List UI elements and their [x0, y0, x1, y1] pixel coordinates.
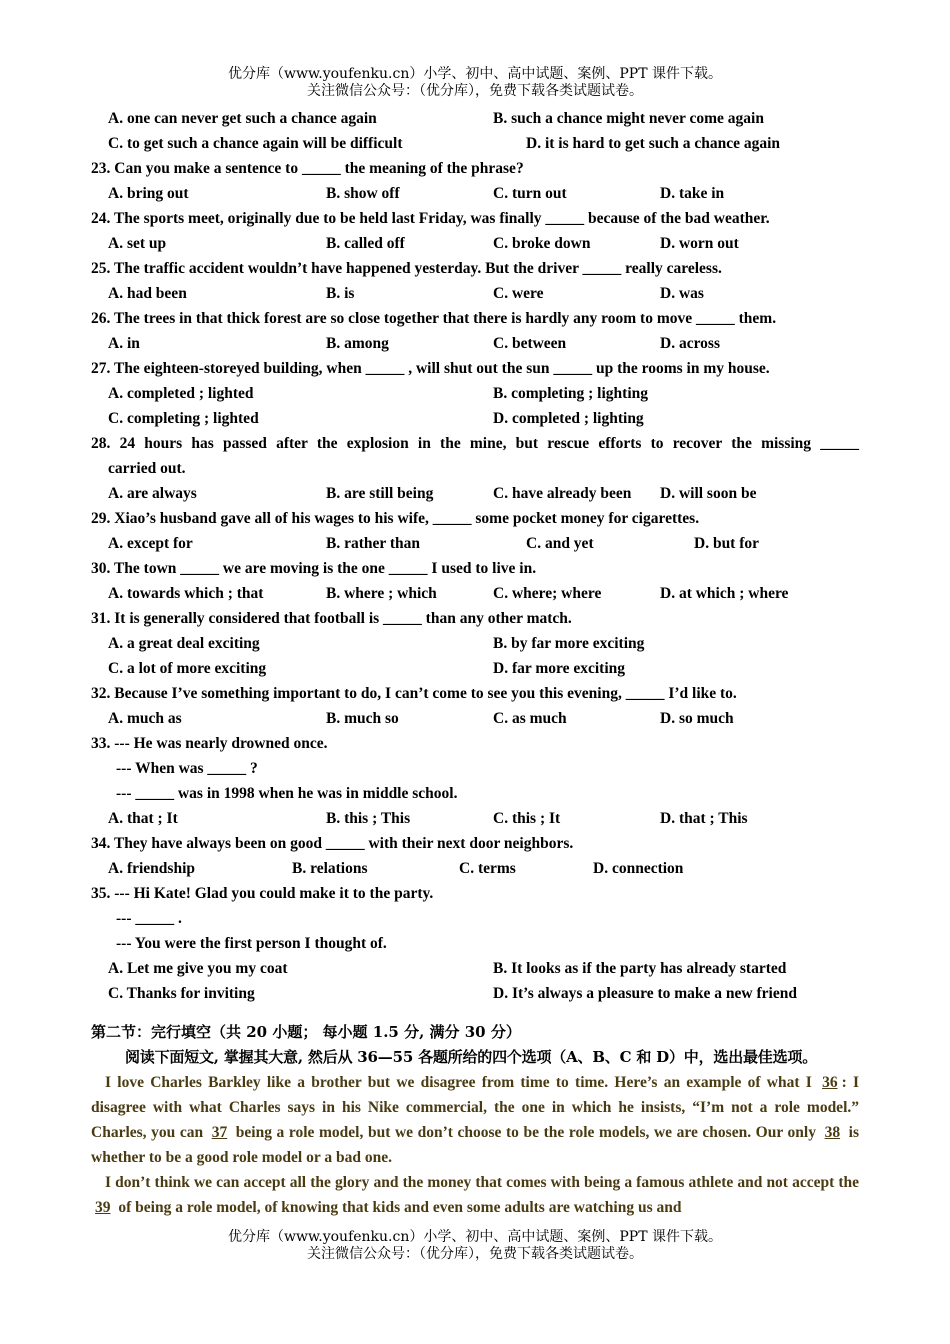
q31-option-b: B. by far more exciting: [493, 635, 645, 652]
passage-p2-text-b: of being a role model, of knowing that kids and even some adults are watching us and: [118, 1199, 682, 1216]
q23-stem: 23. Can you make a sentence to _____ the meaning of the phrase?: [91, 160, 524, 177]
blank-36: 36: [822, 1074, 838, 1091]
q26-options: [91, 331, 859, 356]
page-footer: [0, 1229, 950, 1263]
q28-stem-cont: carried out.: [108, 460, 186, 477]
passage-p1-text-c: being a role model, but we don’t choose to be the role models, we are chosen. Our only: [235, 1124, 816, 1141]
q35-stem: 35. --- Hi Kate! Glad you could make it to the party.: [91, 885, 434, 902]
q33-option-c: C. this ; It: [493, 810, 561, 827]
q27-option-b: B. completing ; lighting: [493, 385, 649, 402]
q23-option-b: B. show off: [326, 185, 400, 202]
q25-options: [91, 281, 859, 306]
q26-option-c: C. between: [493, 335, 567, 352]
q31-options-row2: [91, 656, 859, 681]
q26-option-d: D. across: [660, 335, 720, 352]
exam-content: [91, 106, 859, 1220]
q33-option-b: B. this ; This: [326, 810, 411, 827]
q35-dialog-3: --- You were the first person I thought of.: [116, 935, 387, 952]
q27-option-c: C. completing ; lighted: [108, 410, 259, 427]
q34-stem: 34. They have always been on good _____ with their next door neighbors.: [91, 835, 574, 852]
q29-stem: 29. Xiao’s husband gave all of his wages to his wife, _____ some pocket money for cigarettes.: [91, 510, 700, 527]
q35-option-c: C. Thanks for inviting: [108, 985, 255, 1002]
page-header: [0, 66, 950, 100]
q28-options: [91, 481, 859, 506]
q22-option-c: C. to get such a chance again will be difficult: [108, 135, 403, 152]
q35-option-a: A. Let me give you my coat: [108, 960, 288, 977]
footer-line-1: 优分库（www.youfenku.cn）小学、初中、高中试题、案例、PPT 课件下载。: [227, 1229, 722, 1245]
q31-option-c: C. a lot of more exciting: [108, 660, 267, 677]
q30-option-c: C. where; where: [493, 585, 602, 602]
q35-option-d: D. It’s always a pleasure to make a new friend: [493, 985, 797, 1002]
passage-p2-text-a: I don’t think we can accept all the glory and the money that comes with being a famous athlete and not accept the: [105, 1174, 859, 1191]
q22-options-row1: [91, 106, 859, 131]
q24-stem: 24. The sports meet, originally due to be held last Friday, was finally _____ because of the bad weather.: [91, 210, 770, 227]
q31-option-a: A. a great deal exciting: [108, 635, 260, 652]
q25-option-d: D. was: [660, 285, 704, 302]
q33-stem: 33. --- He was nearly drowned once.: [91, 735, 328, 752]
q27-option-d: D. completed ; lighting: [493, 410, 644, 427]
q27-options-row1: [91, 381, 859, 406]
passage-p1-text-a: I love Charles Barkley like a brother but we disagree from time to time. Here’s an example of what I: [105, 1074, 812, 1091]
q31-stem: 31. It is generally considered that football is _____ than any other match.: [91, 610, 572, 627]
section-spacer: [91, 1006, 859, 1020]
q28-option-c: C. have already been: [493, 485, 632, 502]
header-line-1: 优分库（www.youfenku.cn）小学、初中、高中试题、案例、PPT 课件下载。: [227, 66, 722, 82]
q24-option-a: A. set up: [108, 235, 167, 252]
q32-stem: 32. Because I’ve something important to do, I can’t come to see you this evening, _____ I’d like to.: [91, 685, 737, 702]
q35-dialog-2: --- _____ .: [116, 910, 182, 927]
q32-option-c: C. as much: [493, 710, 567, 727]
q34-options: [91, 856, 859, 881]
q26-option-a: A. in: [108, 335, 140, 352]
q32-option-d: D. so much: [660, 710, 734, 727]
q32-option-b: B. much so: [326, 710, 399, 727]
q34-option-b: B. relations: [292, 860, 368, 877]
q23-option-d: D. take in: [660, 185, 725, 202]
q33-options: [91, 806, 859, 831]
blank-38: 38: [824, 1124, 841, 1141]
q35-option-b: B. It looks as if the party has already started: [493, 960, 787, 977]
q34-option-a: A. friendship: [108, 860, 195, 877]
q27-stem: 27. The eighteen-storeyed building, when _____ , will shut out the sun _____ up the rooms in my house.: [91, 360, 770, 377]
passage-p1-text-b: : I disagree with what Charles says in his Nike commercial, the one in which he insists, “I’m not a role model.” Charles, you can: [91, 1074, 859, 1141]
q31-options-row1: [91, 631, 859, 656]
q33-option-d: D. that ; This: [660, 810, 748, 827]
q24-option-c: C. broke down: [493, 235, 591, 252]
passage-paragraph-1: [91, 1070, 859, 1170]
q24-option-b: B. called off: [326, 235, 405, 252]
q28-option-d: D. will soon be: [660, 485, 757, 502]
q27-option-a: A. completed ; lighted: [108, 385, 254, 402]
q22-option-b: B. such a chance might never come again: [493, 110, 764, 127]
section2-instruction: 阅读下面短文, 掌握其大意, 然后从 36—55 各题所给的四个选项（A、B、C 和 D）中，选出最佳选项。: [125, 1048, 817, 1066]
q30-options: [91, 581, 859, 606]
q24-option-d: D. worn out: [660, 235, 739, 252]
q25-option-b: B. is: [326, 285, 355, 302]
q33-option-a: A. that ; It: [108, 810, 178, 827]
q35-options-row2: [91, 981, 859, 1006]
q28-option-a: A. are always: [108, 485, 197, 502]
blank-37: 37: [211, 1124, 228, 1141]
q24-options: [91, 231, 859, 256]
q33-dialog-2: --- When was _____ ?: [116, 760, 258, 777]
q34-option-c: C. terms: [459, 860, 516, 877]
q30-stem: 30. The town _____ we are moving is the one _____ I used to live in.: [91, 560, 537, 577]
q35-options-row1: [91, 956, 859, 981]
passage-p1-text-d: is whether to be a good role model or a bad one.: [91, 1124, 860, 1166]
q30-option-b: B. where ; which: [326, 585, 437, 602]
q22-option-d: D. it is hard to get such a chance again: [526, 135, 781, 152]
q29-options: [91, 531, 859, 556]
q29-option-b: B. rather than: [326, 535, 421, 552]
q22-options-row2: [91, 131, 859, 156]
q32-options: [91, 706, 859, 731]
q27-options-row2: [91, 406, 859, 431]
q32-option-a: A. much as: [108, 710, 182, 727]
q28-stem: 28. 24 hours has passed after the explosion in the mine, but rescue efforts to recover the missing _____: [91, 435, 859, 452]
q30-option-d: D. at which ; where: [660, 585, 789, 602]
q23-option-c: C. turn out: [493, 185, 567, 202]
q33-dialog-3: --- _____ was in 1998 when he was in middle school.: [116, 785, 458, 802]
q23-options: [91, 181, 859, 206]
q29-option-d: D. but for: [694, 535, 760, 552]
q25-option-a: A. had been: [108, 285, 187, 302]
q26-option-b: B. among: [326, 335, 389, 352]
header-line-2: 关注微信公众号：（优分库），免费下载各类试题试卷。: [307, 83, 643, 99]
q34-option-d: D. connection: [593, 860, 684, 877]
q29-option-c: C. and yet: [526, 535, 594, 552]
q30-option-a: A. towards which ; that: [108, 585, 264, 602]
q25-stem: 25. The traffic accident wouldn’t have happened yesterday. But the driver _____ really careless.: [91, 260, 722, 277]
q29-option-a: A. except for: [108, 535, 193, 552]
q26-stem: 26. The trees in that thick forest are so close together that there is hardly any room to move _____ them.: [91, 310, 777, 327]
passage-paragraph-2: [91, 1170, 859, 1220]
q23-option-a: A. bring out: [108, 185, 189, 202]
q28-option-b: B. are still being: [326, 485, 434, 502]
q25-option-c: C. were: [493, 285, 544, 302]
q31-option-d: D. far more exciting: [493, 660, 625, 677]
section2-title: 第二节：完行填空（共 20 小题； 每小题 1.5 分, 满分 30 分）: [91, 1023, 521, 1041]
blank-39: 39: [95, 1199, 111, 1216]
footer-line-2: 关注微信公众号：（优分库），免费下载各类试题试卷。: [307, 1246, 643, 1262]
q22-option-a: A. one can never get such a chance again: [108, 110, 377, 127]
